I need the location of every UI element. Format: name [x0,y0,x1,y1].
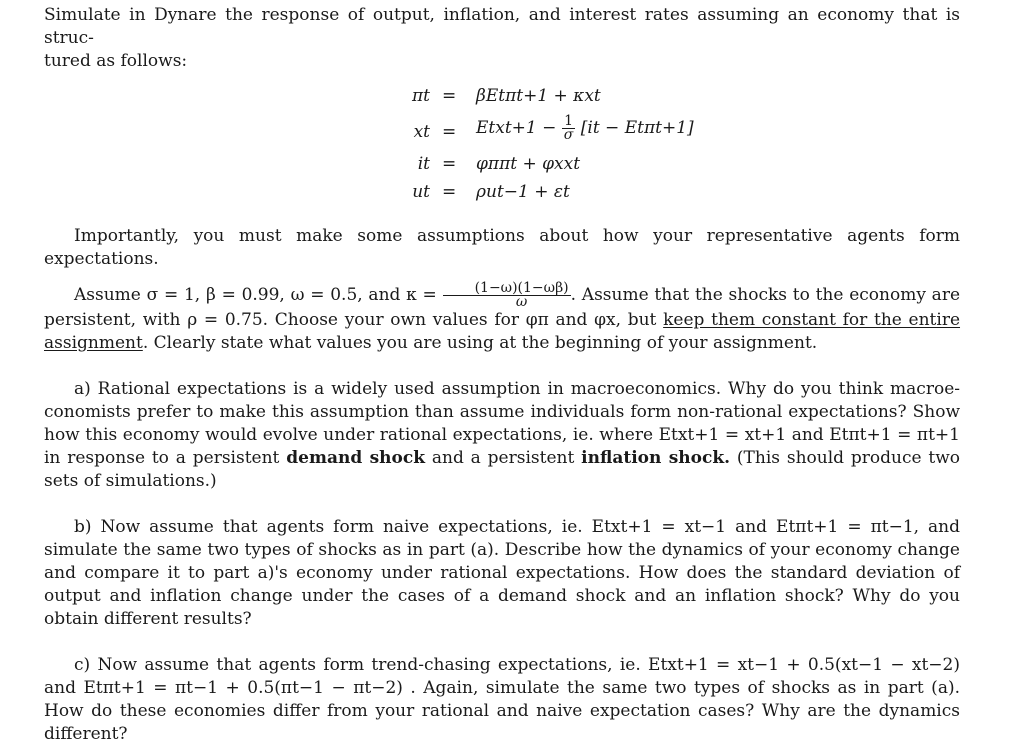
expectations-note: Importantly, you must make some assumptions about how your representative agents form expectations. [44,226,960,269]
part-a-text-2: and a persistent [431,448,575,468]
equation-output-gap [44,115,960,141]
equation-system [44,81,960,209]
equation-rhs: ρut−1 + εt [476,182,570,202]
equation-rhs-part-a: Etxt+1 − [476,118,557,138]
equation-lhs: xt [413,122,430,142]
equals-sign: = [442,122,457,142]
equation-rhs [476,115,694,142]
assignment-page [44,4,960,746]
equals-sign: = [442,154,457,174]
spacer [44,355,960,378]
spacer [44,493,960,516]
kappa-numerator: (1−ω)(1−ωβ) [443,282,571,296]
fraction-denominator: σ [563,127,574,143]
equals-sign: = [442,86,457,106]
equation-interest-rate [44,153,960,179]
equation-shock-process [44,181,960,207]
intro-line-1: Simulate in Dynare the response of output, inflation, and interest rates assuming an economy that is struc- [44,5,960,48]
part-a-demand-shock: demand shock [286,448,425,468]
equation-lhs: πt [411,86,430,106]
assumptions-paragraph [44,282,960,355]
part-b-question: b) Now assume that agents form naive expectations, ie. Etxt+1 = xt−1 and Etπt+1 = πt−1, and simulate the same two types of shocks as in part (a). Describe how the dynamics of your economy change and compare it to part a)'s economy under rational expectations. How does the standard deviation of output and inflation change under the cases of a demand shock and an inflation shock? Why do you obtain different results? [44,517,960,629]
equation-lhs: ut [412,182,430,202]
spacer [44,631,960,654]
underlined-instruction: keep them constant for the entire assignment [44,310,961,353]
assumptions-text-a: Assume σ = 1, β = 0.99, ω = 0.5, and κ = [74,285,437,305]
assumptions-text-c: . Clearly state what values you are using at the beginning of your assignment. [142,333,818,353]
intro-paragraph [44,4,960,73]
part-a-inflation-shock: inflation shock. [581,448,731,468]
equation-rhs-part-b: [it − Etπt+1] [580,118,694,138]
intro-line-2: tured as follows: [44,51,188,71]
kappa-fraction [443,282,571,309]
fraction-one-over-sigma [562,115,576,142]
equation-inflation [44,85,960,111]
part-a-question [44,378,960,493]
equation-rhs: φππt + φxxt [476,154,581,174]
part-c-question: c) Now assume that agents form trend-chasing expectations, ie. Etxt+1 = xt−1 + 0.5(xt−1 − xt−2) and Etπt+1 = πt−1 + 0.5(πt−1 − πt−2) . Again, simulate the same two types of shocks as in part (a). How do these economies differ from your rational and naive expectation cases? Why are the dynamics different? [44,655,960,744]
part-a-text-1: a) Rational expectations is a widely used assumption in macroeconomics. Why do you think macroe- conomists prefer to make this assumption than assume individuals form non-rational expectations? Show how this economy would evolve under rational expectations, ie. where Etxt+1 = xt+1 and Etπt+1 = πt+1 in response to a persistent [44,379,960,468]
part-a-text-3: (This should produce two sets of simulations.) [44,448,960,491]
assumptions-text-b: . Assume that the shocks to the economy are persistent, with ρ = 0.75. Choose your own values for φπ and φx, but [44,285,961,330]
equation-lhs: it [417,154,430,174]
kappa-denominator: ω [515,294,528,310]
equation-rhs: βEtπt+1 + κxt [476,86,601,106]
equals-sign: = [442,182,457,202]
fraction-numerator: 1 [562,115,576,129]
